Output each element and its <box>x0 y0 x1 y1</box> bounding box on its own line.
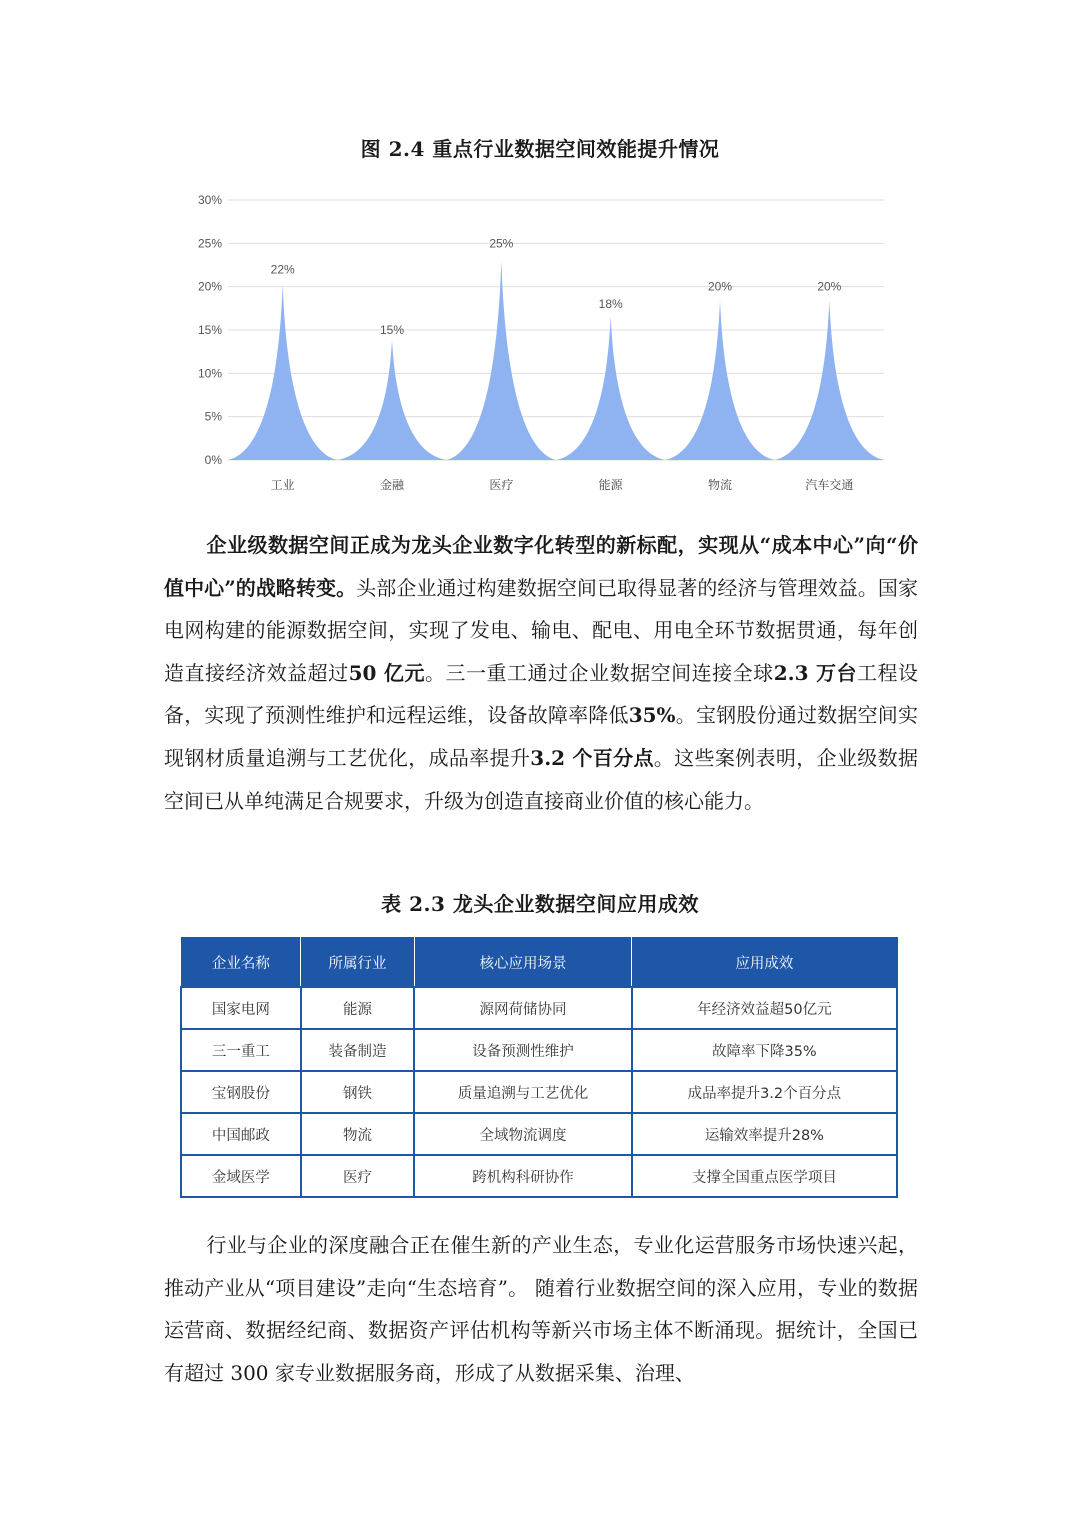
table-cell: 医疗 <box>301 1155 415 1197</box>
y-tick-label: 0% <box>204 453 222 467</box>
table-cell: 钢铁 <box>301 1071 415 1113</box>
table-row <box>181 1071 897 1113</box>
data-label: 15% <box>379 323 405 337</box>
data-label: 22% <box>270 262 295 277</box>
area-peak <box>228 285 337 460</box>
area-peak <box>775 301 884 460</box>
column-header: 所属行业 <box>301 938 415 988</box>
area-peak <box>556 316 665 460</box>
x-tick-label: 能源 <box>598 478 623 492</box>
paragraph-text: 。宝钢股份通过数据空间实现钢材质量追溯与工艺优化，成品率提升 <box>164 703 919 770</box>
table-row <box>181 1113 897 1155</box>
paragraph-text: 工程设备，实现了预测性维护和远程运维，设备故障率降低 <box>164 660 919 728</box>
x-tick-label: 金融 <box>379 478 405 492</box>
table-cell: 全域物流调度 <box>414 1113 631 1155</box>
highlight-value: 3.2 个百分点 <box>530 745 654 770</box>
data-label: 20% <box>817 279 842 294</box>
data-label: 20% <box>707 279 733 294</box>
data-label: 18% <box>598 297 623 311</box>
table-row <box>181 1029 897 1071</box>
table-cell: 故障率下降35% <box>632 1029 897 1071</box>
table-cell: 装备制造 <box>301 1029 415 1071</box>
x-tick-label: 工业 <box>270 478 295 492</box>
table-cell: 金域医学 <box>181 1155 301 1197</box>
table-cell: 源网荷储协同 <box>414 987 631 1029</box>
efficiency-chart <box>180 188 900 508</box>
highlight-value: 50 亿元 <box>348 660 425 685</box>
y-tick-label: 20% <box>197 279 222 294</box>
y-tick-label: 30% <box>197 193 222 207</box>
paragraph-enterprise-data-space <box>164 524 918 822</box>
table-header-row <box>181 938 897 988</box>
table-cell: 能源 <box>301 987 415 1029</box>
paragraph-text: 行业与企业的深度融合正在催生新的产业生态，专业化运营服务市场快速兴起，推动产业从“项目建设”走向“生态培育”。 随着行业数据空间的深入应用，专业的数据运营商、数据经纪商、数据资产评估机构等新兴市场主体不断涌现。据统计，全国已有超过 300 家专业数据服务商，形成了从数据采集、治理、 <box>164 1233 918 1385</box>
table-caption: 表 2.3 龙头企业数据空间应用成效 <box>381 892 699 916</box>
y-tick-label: 10% <box>197 366 222 381</box>
table-cell: 设备预测性维护 <box>414 1029 631 1071</box>
area-peak <box>337 340 446 460</box>
table-row <box>181 987 897 1029</box>
table-cell: 质量追溯与工艺优化 <box>414 1071 631 1113</box>
y-tick-label: 15% <box>197 323 222 337</box>
table-cell: 中国邮政 <box>181 1113 301 1155</box>
table-cell: 支撑全国重点医学项目 <box>632 1155 897 1197</box>
figure-caption: 图 2.4 重点行业数据空间效能提升情况 <box>360 137 720 161</box>
column-header: 应用成效 <box>632 938 897 988</box>
results-table <box>180 937 898 1198</box>
paragraph-text: 。三一重工通过企业数据空间连接全球 <box>424 660 774 685</box>
area-peak <box>665 301 774 460</box>
table-cell: 物流 <box>301 1113 415 1155</box>
data-label: 25% <box>489 236 514 251</box>
table-cell: 成品率提升3.2个百分点 <box>632 1071 897 1113</box>
x-tick-label: 医疗 <box>489 478 514 492</box>
column-header: 核心应用场景 <box>414 938 631 988</box>
x-tick-label: 物流 <box>707 478 733 492</box>
table-cell: 国家电网 <box>181 987 301 1029</box>
table-cell: 年经济效益超50亿元 <box>632 987 897 1029</box>
y-tick-label: 25% <box>197 236 222 251</box>
area-peak <box>447 261 556 460</box>
column-header: 企业名称 <box>181 938 301 988</box>
table-cell: 宝钢股份 <box>181 1071 301 1113</box>
paragraph-text: 。这些案例表明，企业级数据空间已从单纯满足合规要求，升级为创造直接商业价值的核心能力。 <box>164 745 919 813</box>
paragraph-lead-bold: 企业级数据空间正成为龙头企业数字化转型的新标配，实现从“成本中心”向“价值中心”的战略转变。 <box>164 533 918 600</box>
chart-svg <box>180 188 900 508</box>
table-row <box>181 1155 897 1197</box>
table-cell: 运输效率提升28% <box>632 1113 897 1155</box>
x-tick-label: 汽车交通 <box>805 478 854 492</box>
table-cell: 三一重工 <box>181 1029 301 1071</box>
highlight-value: 35% <box>628 703 676 728</box>
highlight-value: 2.3 万台 <box>773 660 857 685</box>
paragraph-industry-ecosystem <box>164 1224 918 1394</box>
y-tick-label: 5% <box>204 409 222 424</box>
paragraph-text: 头部企业通过构建数据空间已取得显著的经济与管理效益。国家电网构建的能源数据空间，实现了发电、输电、配电、用电全环节数据贯通，每年创造直接经济效益超过 <box>164 575 919 685</box>
table-cell: 跨机构科研协作 <box>414 1155 631 1197</box>
